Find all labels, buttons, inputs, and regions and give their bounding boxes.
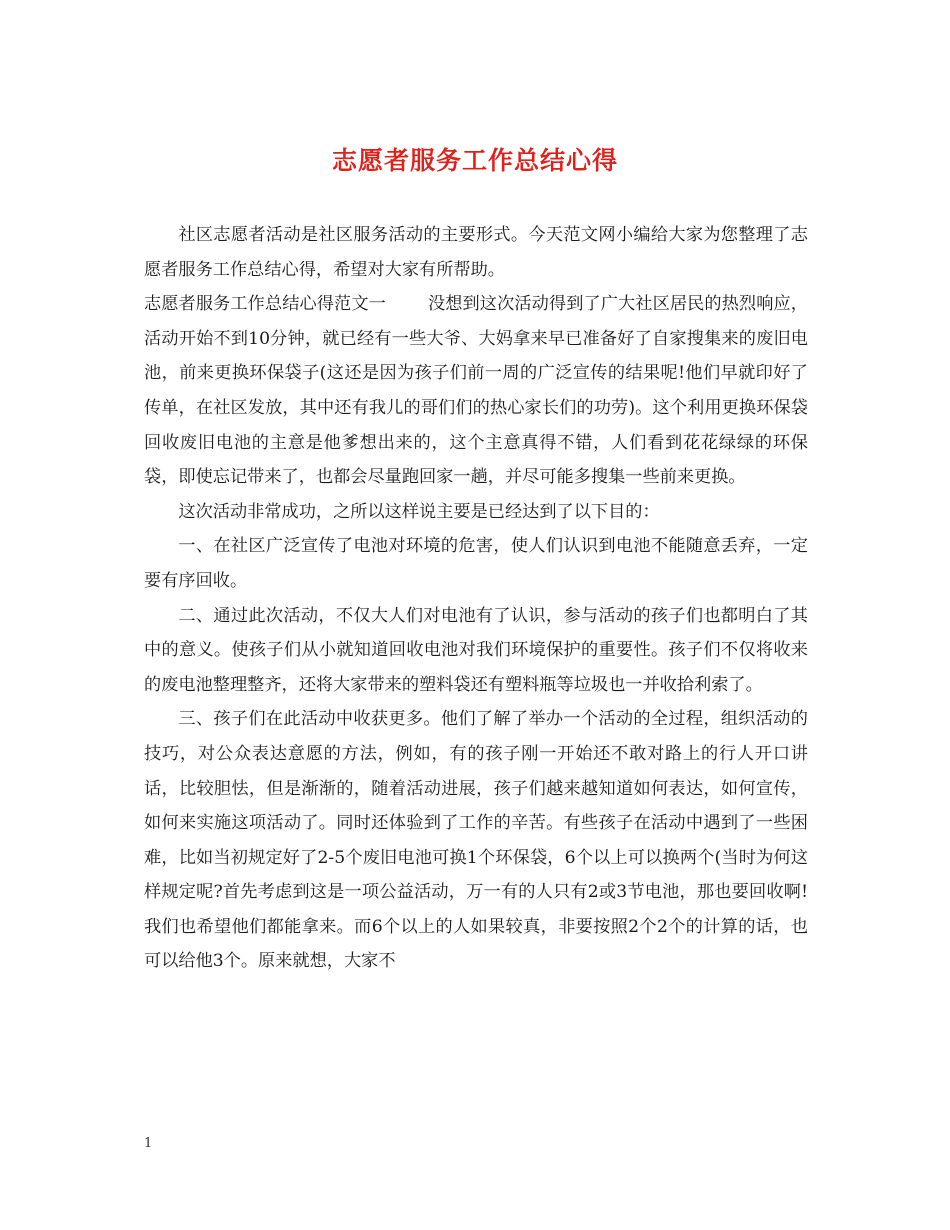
page-number: 1 [144, 1136, 153, 1151]
paragraph-point-3: 三、孩子们在此活动中收获更多。他们了解了举办一个活动的全过程，组织活动的技巧，对公众表达意愿的方法，例如，有的孩子刚一开始还不敢对路上的行人开口讲话，比较胆怯，但是渐渐的，随着活动进展，孩子们越来越知道如何表达，如何宣传，如何来实施这项活动了。同时还体验到了工作的辛苦。有些孩子在活动中遇到了一些困难，比如当初规定好了2-5个废旧电池可换1个环保袋，6个以上可以换两个(当时为何这样规定呢?首先考虑到这是一项公益活动，万一有的人只有2或3节电池，那也要回收啊!我们也希望他们都能拿来。而6个以上的人如果较真，非要按照2个2个的计算的话，也可以给他3个。原来就想，大家不 [144, 709, 808, 972]
document-body [144, 218, 808, 979]
paragraph-intro: 社区志愿者活动是社区服务活动的主要形式。今天范文网小编给大家为您整理了志愿者服务工作总结心得，希望对大家有所帮助。 [144, 225, 808, 280]
sample-heading: 志愿者服务工作总结心得范文一 [144, 294, 386, 315]
paragraph-point-2: 二、通过此次活动，不仅大人们对电池有了认识，参与活动的孩子们也都明白了其中的意义。使孩子们从小就知道回收电池对我们环境保护的重要性。孩子们不仅将收来的废电池整理整齐，还将大家带来的塑料袋还有塑料瓶等垃圾也一并收拾利索了。 [144, 605, 808, 695]
sample-body: 没想到这次活动得到了广大社区居民的热烈响应，活动开始不到10分钟，就已经有一些大爷、大妈拿来早已准备好了自家搜集来的废旧电池，前来更换环保袋子(这还是因为孩子们前一周的广泛宣传的结果呢!他们早就印好了传单，在社区发放，其中还有我儿的哥们们的热心家长们的功劳)。这个利用更换环保袋回收废旧电池的主意是他爹想出来的，这个主意真得不错，人们看到花花绿绿的环保袋，即使忘记带来了，也都会尽量跑回家一趟，并尽可能多搜集一些前来更换。 [144, 294, 808, 488]
paragraph-success: 这次活动非常成功，之所以这样说主要是已经达到了以下目的： [178, 501, 660, 522]
paragraph-point-1: 一、在社区广泛宣传了电池对环境的危害，使人们认识到电池不能随意丢弃，一定要有序回收。 [144, 536, 808, 591]
paragraph-sample [144, 287, 808, 495]
document-title: 志愿者服务工作总结心得 [331, 146, 618, 175]
